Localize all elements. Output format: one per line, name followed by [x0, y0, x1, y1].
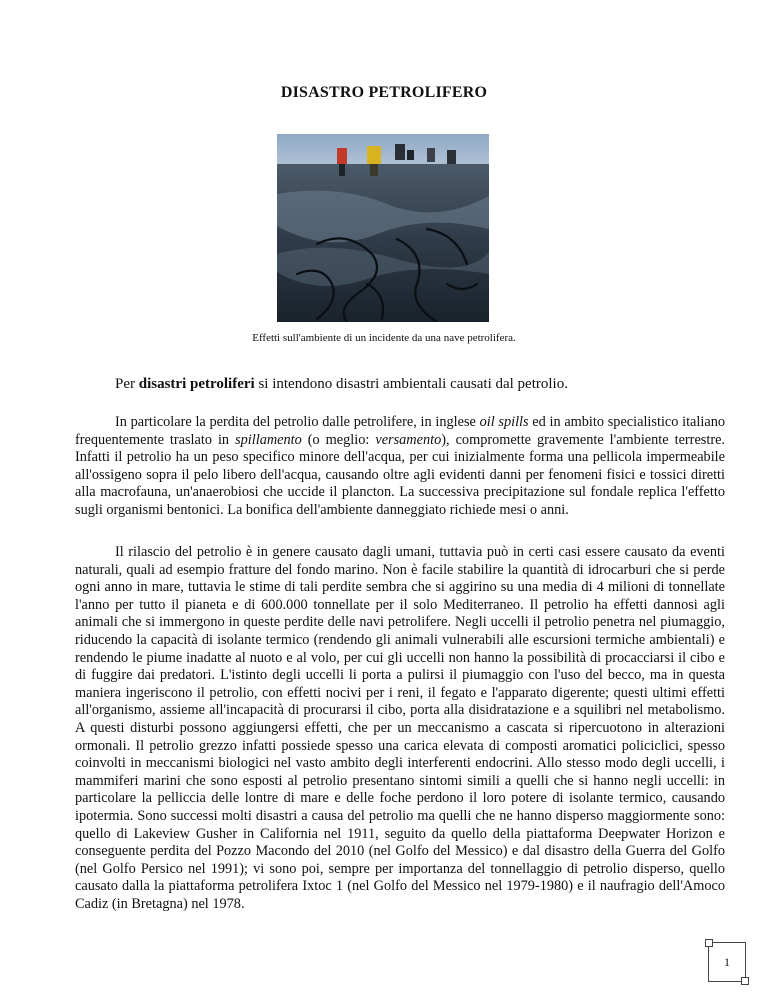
page-number: 1	[724, 954, 730, 969]
oil-spill-photo	[277, 134, 489, 322]
term-versamento: versamento	[375, 431, 442, 448]
document-title: DISASTRO PETROLIFERO	[280, 84, 488, 101]
paragraph-intro-text-start: Per	[115, 376, 139, 392]
paragraph-oil-spills-text-1: In particolare la perdita del petrolio dalle petrolifere, in inglese	[115, 414, 480, 430]
paragraph-intro-bold: disastri petroliferi	[138, 376, 255, 392]
paragraph-oil-spills-text-2: ed in ambito specialistico italiano frequentemente traslato in	[75, 414, 725, 448]
paragraph-causes-effects-text: Il rilascio del petrolio è in genere causato dagli umani, tuttavia può in certi casi essere causato da eventi naturali, quali ad esempio fratture del fondo marino. Non è facile stabilire la quantità di idrocarburi che si perde ogni anno in mare, tuttavia le stime di tali perdite sembra che si aggirino su una media di 4 milioni di tonnellate l'anno per tutto il pianeta e di 600.000 tonnellate per il solo Mediterraneo. Il petrolio ha effetti dannosi agli animali che si immergono in queste perdite delle navi petrolifere. Negli uccelli il petrolio penetra nel piumaggio, riducendo la capacità di isolante termico (rendendo gli animali vulnerabili alle escursioni termiche ambientali) e rendendo le piume inadatte al nuoto e al volo, per cui gli uccelli non hanno la possibilità di procacciarsi il cibo e di fuggire dai predatori. L'istinto degli uccelli li porta a pulirsi il piumaggio con l'uso del becco, ma in questa maniera ingeriscono il petrolio, con effetti nocivi per i reni, il fegato e l'apparato digerente; questi ultimi effetti all'organismo, assieme all'incapacità di procurarsi il cibo, porta alla disidratazione e a squilibri nel metabolismo. A questi disturbi possono aggiungersi effetti, che per un meccanismo a cascata si ripercuotono in alterazioni ormonali. Il petrolio grezzo infatti possiede spesso una carica elevata di composti aromatici policiclici, spesso coinvolti in meccanismi biologici nel vasto ambito degli interferenti endocrini. Allo stesso modo degli uccelli, i mammiferi marini che sono esposti al petrolio presentano sintomi simili a quelli che si hanno negli uccelli: in particolare la pelliccia delle lontre di mare e delle foche perdono il loro potere di isolante termico, causando ipotermia. Sono successi molti disastri a causa del petrolio ma quelli che ne hanno disperso maggiormente sono: quello di Lakeview Gusher in California nel 1911, seguito da quello della piattaforma Deepwater Horizon e conseguente perdita del Pozzo Macondo del 2010 (nel Golfo del Messico) e dal disastro della Guerra del Golfo (nel Golfo Persico nel 1991); vi sono poi, sempre per importanza del tonnellaggio di petrolio disperso, quello causato dalla la piattaforma petrolifera Ixtoc 1 (nel Golfo del Messico nel 1979-1980) e il naufragio dell'Amoco Cadiz (in Bretagna) nel 1978.	[75, 544, 725, 912]
term-oil-spills: oil spills	[479, 414, 529, 430]
paragraph-oil-spills-text-4: ), compromette gravemente l'ambiente terrestre. Infatti il petrolio ha un peso specifico minore dell'acqua, per cui inizialmente forma una pellicola impermeabile all'ossigeno sopra il pelo libero dell'acqua, causando oltre agli evidenti danni per fenomeni fisici e tossici diretti alla macrofauna, un'anaerobiosi che uccide il plancton. La successiva precipitazione sul fondale replica l'effetto sugli organismi bentonici. La bonifica dell'ambiente danneggiato richiede mesi o anni.	[75, 431, 726, 518]
page-number-box	[708, 942, 746, 982]
term-spillamento: spillamento	[235, 431, 302, 448]
paragraph-oil-spills	[75, 414, 725, 520]
paragraph-intro	[75, 376, 725, 394]
paragraph-oil-spills-text-3: (o meglio:	[301, 431, 376, 448]
paragraph-causes-effects	[75, 544, 725, 913]
image-caption: Effetti sull'ambiente di un incidente da una nave petrolifera.	[252, 332, 516, 344]
paragraph-intro-text-end: si intendono disastri ambientali causati dal petrolio.	[254, 376, 568, 392]
